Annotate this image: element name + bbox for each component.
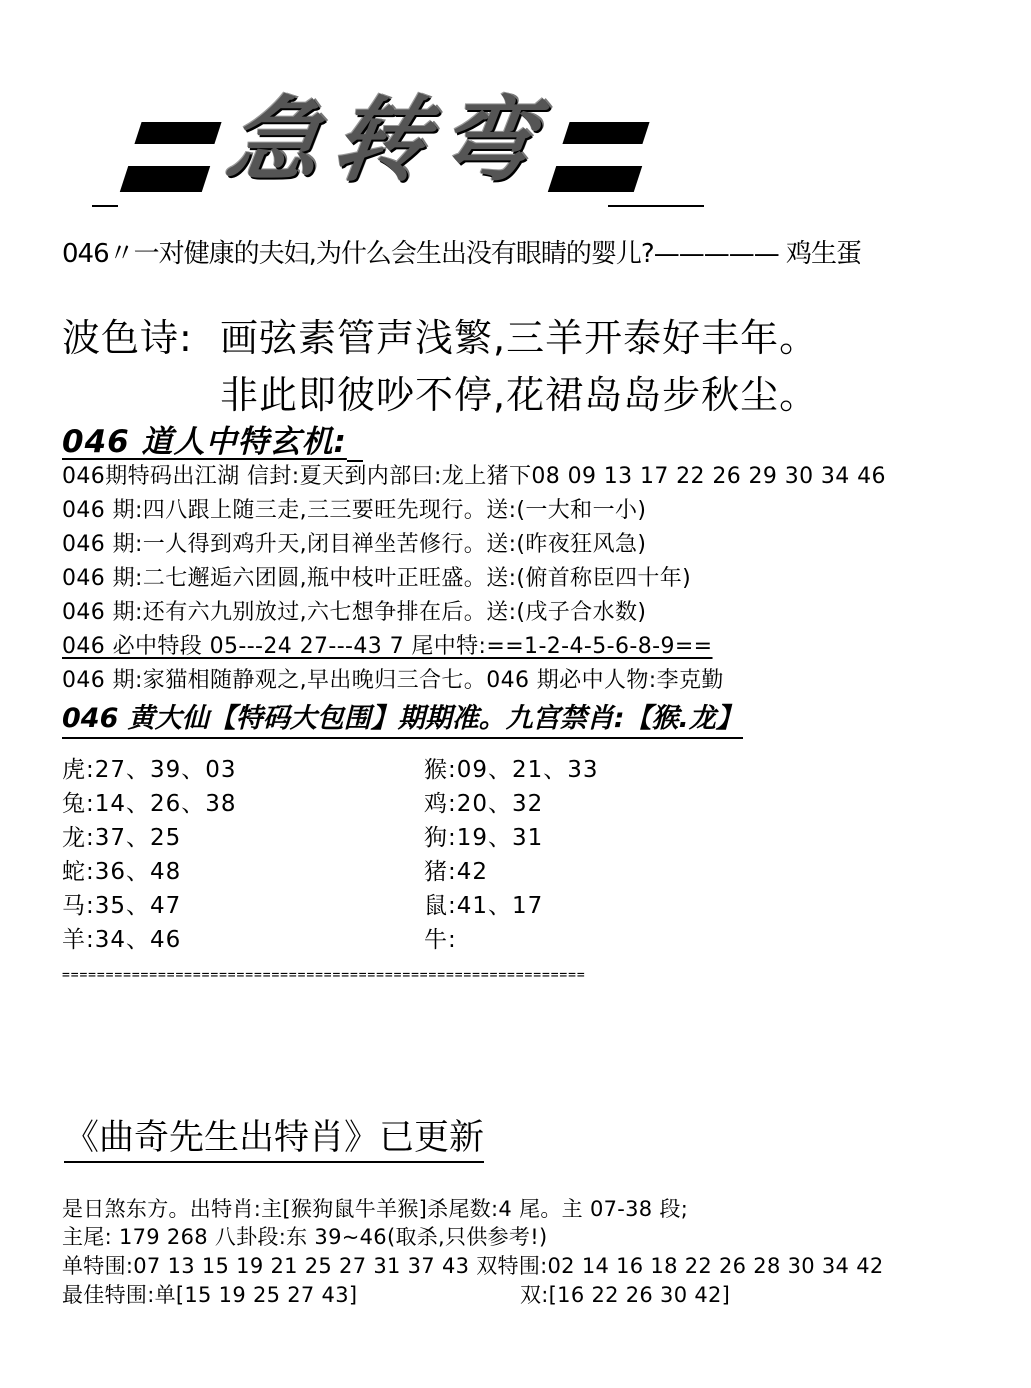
section3-line: 主尾: 179 268 八卦段:东 39~46(取杀,只供参考!) — [62, 1225, 548, 1249]
section1-line-special: 046 必中特段 05---24 27---43 7 尾中特:==1-2-4-5-6-8-9== — [62, 634, 713, 659]
zodiac-item: 猪:42 — [424, 859, 489, 885]
section-title-daoren — [62, 416, 363, 462]
zodiac-item: 龙:37、25 — [62, 825, 182, 851]
zodiac-item: 鼠:41、17 — [424, 893, 544, 919]
riddle-line: 046〃一对健康的夫妇,为什么会生出没有眼睛的婴儿?————— 鸡生蛋 — [62, 239, 861, 269]
right-rule — [608, 205, 704, 207]
zodiac-item: 羊:34、46 — [62, 927, 182, 953]
right-bar-top — [562, 122, 649, 144]
section1-line: 046 期:一人得到鸡升天,闭目禅坐苦修行。送:(昨夜狂风急) — [62, 532, 647, 557]
section-title-huangdaxian: 046 黄大仙【特码大包围】期期准。九宫禁肖:【猴.龙】 — [62, 696, 743, 739]
zodiac-item: 蛇:36、48 — [62, 859, 182, 885]
left-rule — [92, 205, 118, 207]
section1-line: 046 期:还有六九别放过,六七想争排在后。送:(戌子合水数) — [62, 600, 647, 625]
separator-line: ============================================================ — [62, 968, 586, 983]
left-bar-bottom — [120, 166, 210, 192]
zodiac-item: 鸡:20、32 — [424, 791, 544, 817]
zodiac-item: 马:35、47 — [62, 893, 182, 919]
left-bar-top — [134, 122, 221, 144]
zodiac-item: 兔:14、26、38 — [62, 791, 237, 817]
section3-line: 单特围:07 13 15 19 21 25 27 31 37 43 双特围:02 14 16 18 22 26 28 30 34 42 — [62, 1254, 884, 1278]
best-even-line: 双:[16 22 26 30 42] — [520, 1283, 731, 1307]
zodiac-item: 牛: — [424, 927, 457, 953]
update-title: 《曲奇先生出特肖》已更新 — [64, 1110, 484, 1163]
best-odd-line: 最佳特围:单[15 19 25 27 43] — [62, 1283, 358, 1307]
zodiac-item: 狗:19、31 — [424, 825, 544, 851]
section1-line: 046期特码出江湖 信封:夏天到内部曰:龙上猪下08 09 13 17 22 26 29 30 34 46 — [62, 464, 886, 489]
section-title-text: 046 道人中特玄机: — [62, 424, 347, 460]
right-bar-bottom — [548, 166, 642, 192]
zodiac-item: 虎:27、39、03 — [62, 757, 237, 783]
section1-line: 046 期:二七邂逅六团圆,瓶中枝叶正旺盛。送:(俯首称臣四十年) — [62, 566, 692, 591]
poem-text-1: 画弦素管声浅繁,三羊开泰好丰年。 — [220, 316, 819, 360]
poem-label: 波色诗: — [62, 316, 193, 360]
section3-line: 是日煞东方。出特肖:主[猴狗鼠牛羊猴]杀尾数:4 尾。主 07-38 段; — [62, 1197, 689, 1221]
section1-line: 046 期:家猫相随静观之,早出晚归三合七。046 期必中人物:李克勤 — [62, 668, 724, 693]
poem-line-1 — [62, 307, 818, 362]
page-title: 急转弯 — [220, 86, 554, 194]
section1-line: 046 期:四八跟上随三走,三三要旺先现行。送:(一大和一小) — [62, 498, 647, 523]
zodiac-item: 猴:09、21、33 — [424, 757, 599, 783]
poem-line-2: 非此即彼吵不停,花裙岛岛步秋尘。 — [220, 373, 819, 417]
